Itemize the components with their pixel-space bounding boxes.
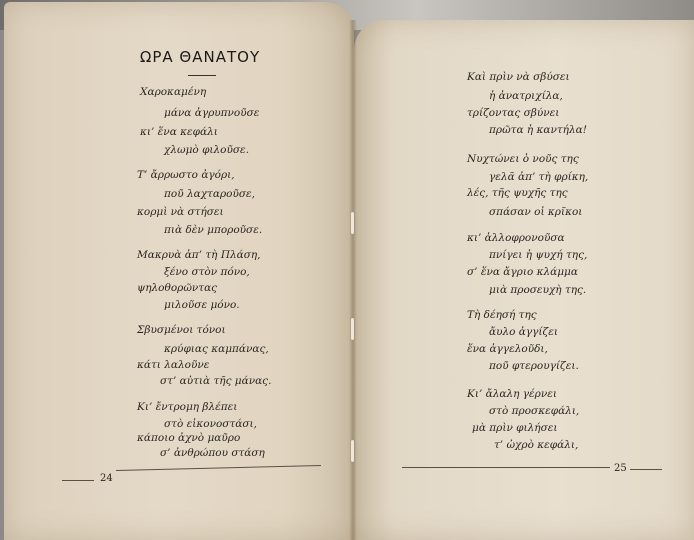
footer-rule	[62, 480, 94, 481]
poem-line: μάνα ἀγρυπνοῦσε	[164, 107, 260, 119]
poem-line: πρῶτα ἡ καντήλα!	[489, 124, 587, 136]
poem-line: μιλοῦσε μόνο.	[164, 299, 240, 311]
poem-line: κάτι λαλοῦνε	[137, 359, 210, 371]
poem-line: Χαροκαμένη	[140, 86, 207, 98]
poem-line: μὰ πρὶν φιλήσει	[472, 422, 558, 434]
poem-line: Σβυσμένοι τόνοι	[137, 324, 226, 336]
poem-line: Κι’ ἔντρομη βλέπει	[137, 401, 238, 413]
poem-line: ἡ ἀνατριχίλα,	[489, 90, 563, 102]
footer-rule	[630, 469, 662, 470]
poem-line: τ’ ὠχρὸ κεφάλι,	[494, 439, 579, 451]
poem-line: κρύφιας καμπάνας,	[164, 343, 269, 355]
poem-line: κάποιο ἀχνὸ μαῦρο	[137, 432, 241, 444]
poem-line: στ’ αὐτιὰ τῆς μάνας.	[160, 375, 272, 387]
poem-line: σ’ ἀνθρώπου στάση	[160, 447, 265, 459]
poem-line: τρίζοντας σβύνει	[467, 107, 560, 119]
poem-line: κι’ ἀλλοφρονοῦσα	[467, 232, 565, 244]
poem-line: ψηλοθορῶντας	[137, 282, 218, 294]
poem-line: χλωμὸ φιλοῦσε.	[164, 144, 250, 156]
poem-line: μιὰ προσευχὴ της.	[489, 284, 587, 296]
poem-line: ποῦ λαχταροῦσε,	[164, 188, 255, 200]
poem-line: ἄυλο ἀγγίζει	[489, 326, 558, 338]
poem-line: κορμὶ νὰ στήσει	[137, 206, 224, 218]
poem-line: Τ’ ἄρρωστο ἀγόρι,	[137, 169, 235, 181]
poem-line: σπάσαν οἱ κρῖκοι	[489, 206, 583, 218]
poem-line: πνίγει ἡ ψυχή της,	[489, 249, 588, 261]
page-number: 24	[100, 473, 113, 484]
binding-stitch	[351, 440, 354, 462]
poem-line: κι’ ἕνα κεφάλι	[140, 126, 218, 138]
footer-rule	[402, 467, 610, 468]
binding-stitch	[351, 212, 354, 234]
poem-line: Μακρυὰ ἀπ’ τὴ Πλάση,	[137, 249, 261, 261]
poem-line: ἕνα ἀγγελοῦδι,	[467, 343, 548, 355]
poem-line: ποῦ φτερουγίζει.	[489, 360, 579, 372]
title-rule	[188, 75, 216, 76]
poem-line: σ’ ἕνα ἄγριο κλάμμα	[467, 266, 578, 278]
poem-line: Τὴ δέησή της	[467, 309, 537, 321]
poem-line: πιὰ δὲν μποροῦσε.	[164, 224, 263, 236]
poem-line: Νυχτώνει ὁ νοῦς της	[467, 153, 579, 165]
poem-line: στὸ προσκεφάλι,	[489, 405, 580, 417]
poem-line: Καὶ πρὶν νὰ σβύσει	[467, 71, 570, 83]
poem-line: λές, τῆς ψυχῆς της	[467, 187, 568, 199]
poem-line: στὸ εἰκονοστάσι,	[164, 418, 257, 430]
book-spine	[349, 20, 357, 540]
binding-stitch	[351, 318, 354, 340]
poem-line: Κι’ ἄλαλη γέρνει	[467, 388, 557, 400]
poem-line: γελᾶ ἀπ’ τὴ φρίκη,	[489, 171, 589, 183]
page-number: 25	[614, 463, 627, 474]
poem-line: ξένο στὸν πόνο,	[164, 266, 250, 278]
poem-title: ΩΡΑ ΘΑΝΑΤΟΥ	[139, 48, 261, 66]
